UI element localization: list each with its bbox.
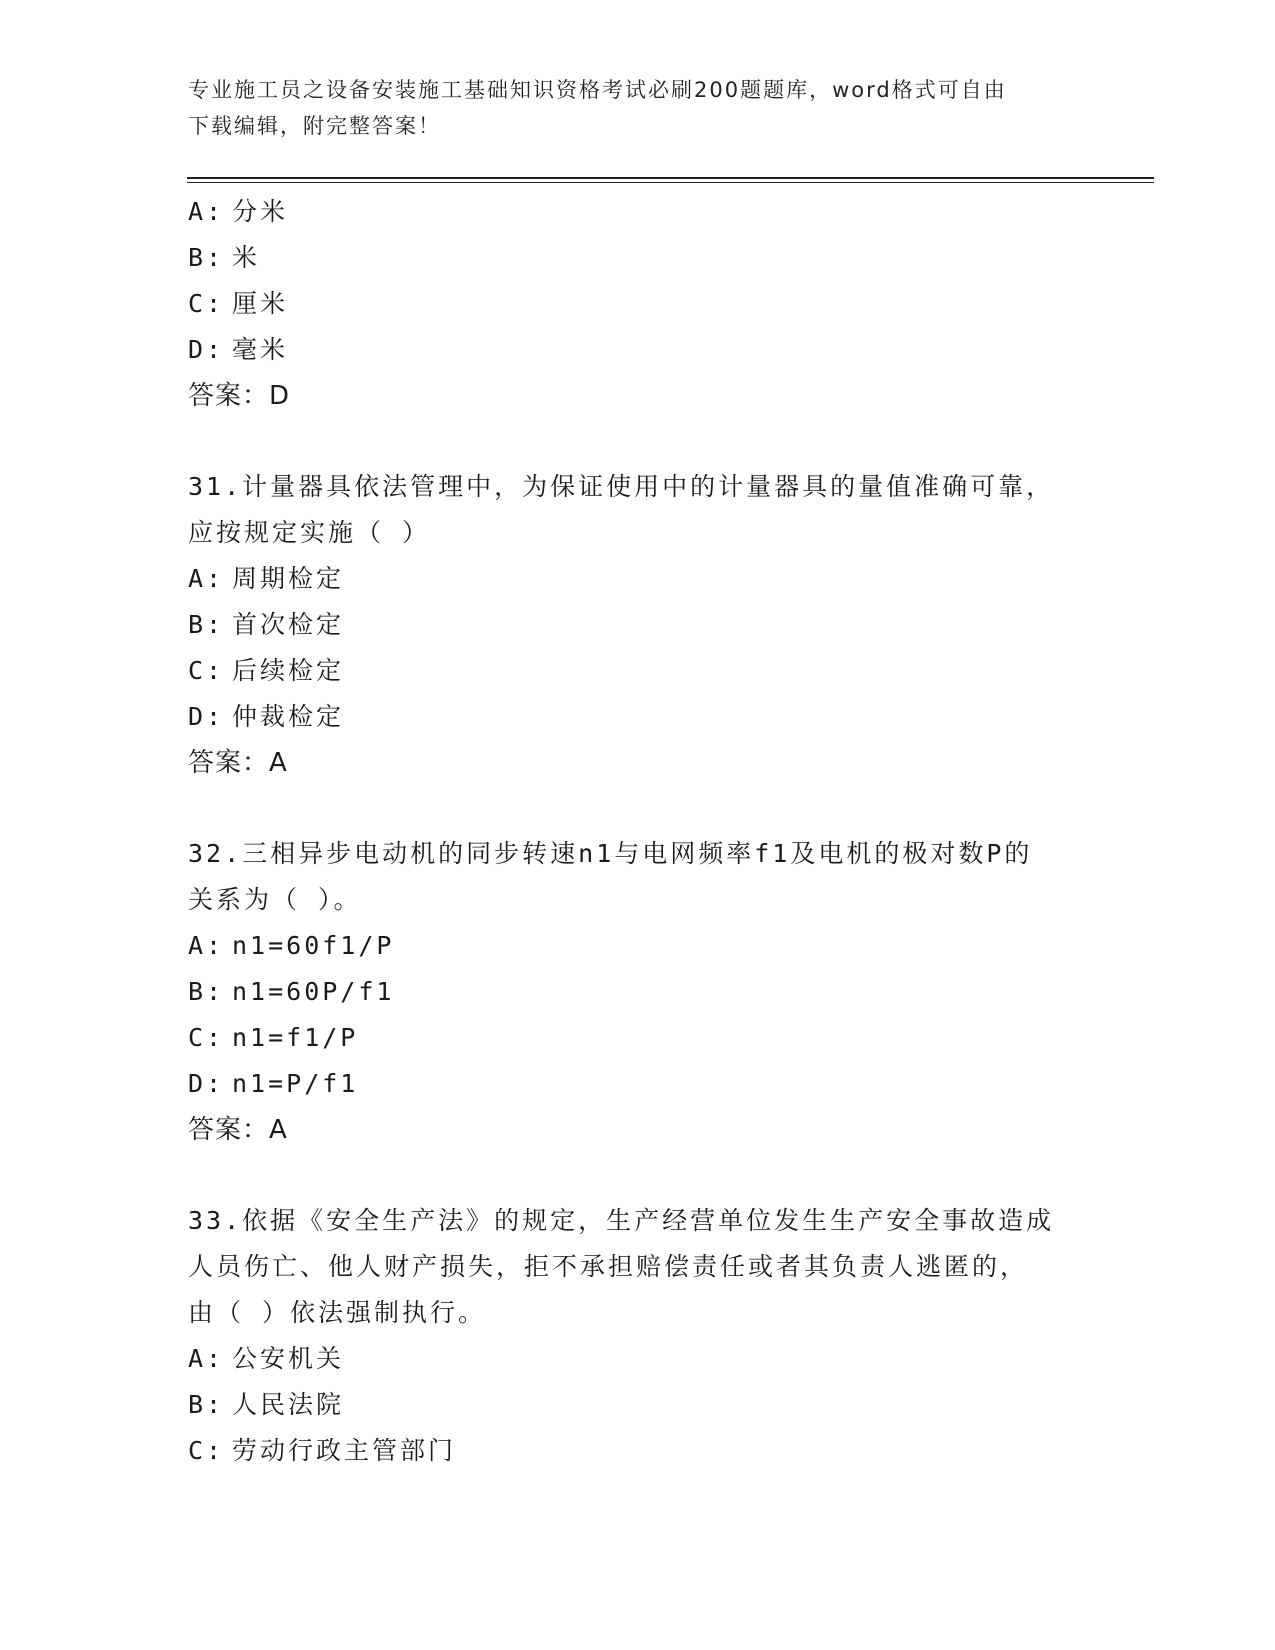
option-key: D: <box>188 1069 225 1098</box>
option-d <box>188 1061 1108 1107</box>
question-stem-line: 由（ ）依法强制执行。 <box>188 1298 487 1327</box>
option-key: A: <box>188 931 225 960</box>
question-32 <box>188 831 1108 1153</box>
option-text: 仲裁检定 <box>232 702 345 731</box>
option-key: D: <box>188 702 225 731</box>
option-key: C: <box>188 289 225 318</box>
question-stem-line: 33.依据《安全生产法》的规定，生产经营单位发生生产安全事故造成 <box>188 1206 1055 1235</box>
option-key: B: <box>188 1390 225 1419</box>
option-b <box>188 969 1108 1015</box>
option-text: 分米 <box>232 197 289 226</box>
option-key: C: <box>188 656 225 685</box>
option-c <box>188 1428 1108 1474</box>
option-c <box>188 648 1108 694</box>
option-d <box>188 327 1108 373</box>
question-30-continued <box>188 189 1108 419</box>
option-text: 毫米 <box>232 335 289 364</box>
option-a <box>188 556 1108 602</box>
header-rule-thin <box>187 182 1154 183</box>
option-a <box>188 923 1108 969</box>
answer: 答案：A <box>188 748 288 778</box>
option-text: n1=P/f1 <box>232 1069 359 1098</box>
option-key: B: <box>188 977 225 1006</box>
option-d <box>188 694 1108 740</box>
option-key: B: <box>188 243 225 272</box>
question-31 <box>188 464 1108 786</box>
question-stem-line: 32.三相异步电动机的同步转速n1与电网频率f1及电机的极对数P的 <box>188 839 1033 868</box>
option-text: n1=f1/P <box>232 1023 359 1052</box>
option-key: A: <box>188 564 225 593</box>
option-text: 首次检定 <box>232 610 345 639</box>
option-text: 米 <box>232 243 261 272</box>
option-b <box>188 602 1108 648</box>
header-line-2: 下载编辑，附完整答案！ <box>188 114 441 138</box>
option-key: C: <box>188 1436 225 1465</box>
answer: 答案：A <box>188 1115 288 1145</box>
option-text: n1=60P/f1 <box>232 977 395 1006</box>
question-stem-line: 关系为（ ）。 <box>188 885 362 914</box>
option-key: A: <box>188 1344 225 1373</box>
answer: 答案：D <box>188 381 291 411</box>
question-list <box>188 189 1108 1474</box>
option-text: n1=60f1/P <box>232 931 395 960</box>
option-key: D: <box>188 335 225 364</box>
question-33 <box>188 1198 1108 1474</box>
option-text: 劳动行政主管部门 <box>232 1436 457 1465</box>
option-text: 公安机关 <box>232 1344 345 1373</box>
header-line-1: 专业施工员之设备安装施工基础知识资格考试必刷200题题库，word格式可自由 <box>188 78 1007 102</box>
option-a <box>188 1336 1108 1382</box>
header-rule-thick <box>187 177 1154 179</box>
option-key: C: <box>188 1023 225 1052</box>
option-text: 厘米 <box>232 289 289 318</box>
option-text: 后续检定 <box>232 656 345 685</box>
option-key: B: <box>188 610 225 639</box>
option-c <box>188 281 1108 327</box>
question-stem-line: 31.计量器具依法管理中，为保证使用中的计量器具的量值准确可靠， <box>188 472 1055 501</box>
document-header <box>188 72 1088 144</box>
option-text: 人民法院 <box>232 1390 345 1419</box>
option-b <box>188 1382 1108 1428</box>
option-text: 周期检定 <box>232 564 345 593</box>
question-stem-line: 人员伤亡、他人财产损失，拒不承担赔偿责任或者其负责人逃匿的， <box>188 1252 1029 1281</box>
option-c <box>188 1015 1108 1061</box>
option-key: A: <box>188 197 225 226</box>
option-a <box>188 189 1108 235</box>
option-b <box>188 235 1108 281</box>
question-stem-line: 应按规定实施（ ） <box>188 518 431 547</box>
